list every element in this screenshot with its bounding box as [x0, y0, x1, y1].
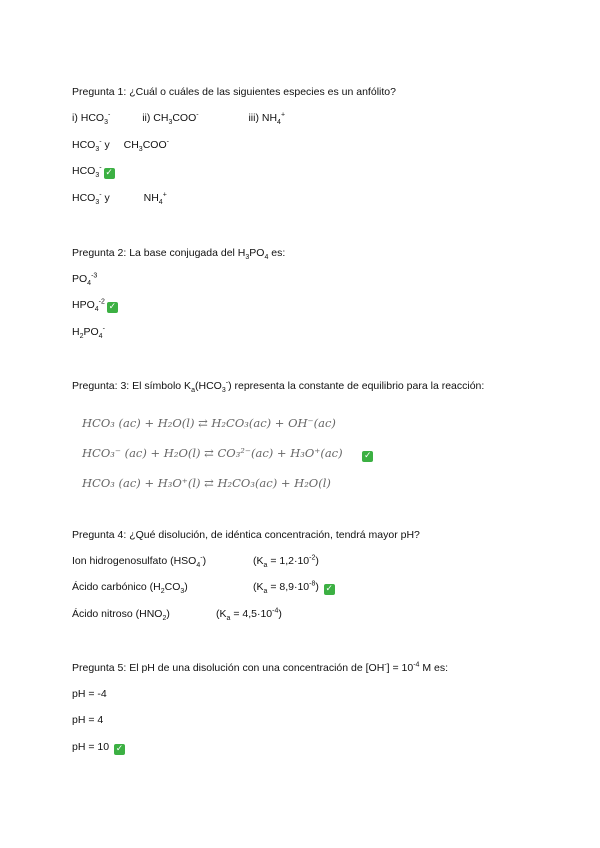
question-4: Pregunta 4: ¿Qué disolución, de idéntica concentración, tendrá mayor pH? [72, 529, 420, 541]
q5-option-2[interactable]: pH = 4 [72, 714, 104, 726]
q2-option-3[interactable]: $H_2PO_4^-$ [72, 325, 105, 341]
question-5: Pregunta 5: El pH de una disolución con una concentración de $[OH^-] = 10^{-4}$ M es: [72, 661, 449, 674]
q4-option-3[interactable]: Ácido nitroso $(HNO_2)$ $(K_a = 4,5\cdot 10^{-4})$ [72, 607, 282, 623]
question-1: Pregunta 1: ¿Cuál o cuáles de las siguientes especies es un anfólito? [72, 86, 396, 98]
correct-check-icon: ✓ [105, 168, 113, 178]
q3-option-1[interactable]: HCO₃ (ac) + H₂O(l) ⇄ H₂CO₃(ac) + OH⁻(ac) [82, 416, 336, 430]
q5-option-3[interactable]: pH = 10 ✓ [72, 741, 124, 754]
q2-option-1[interactable]: $PO_4^{-3}$ [72, 272, 98, 288]
q3-option-3[interactable]: HCO₃ (ac) + H₃O⁺(l) ⇄ H₂CO₃(ac) + H₂O(l) [82, 476, 331, 490]
q1-option-1[interactable]: $HCO_3^-$ y $CH_3COO^-$ [72, 138, 169, 154]
q3-option-2[interactable]: HCO₃⁻ (ac) + H₂O(l) ⇄ CO₃²⁻(ac) + H₃O⁺(ac) ✓ [82, 446, 372, 461]
q5-option-1[interactable]: pH = -4 [72, 688, 107, 700]
question-3: Pregunta: 3: El símbolo $K_a(HCO_3^-)$ representa la constante de equilibrio para la reacción: [72, 379, 485, 395]
q1-option-3[interactable]: $HCO_3^-$ y $NH_4^+$ [72, 191, 167, 207]
q1-species-iii: iii) NH [248, 112, 278, 124]
q4-option-2[interactable]: Ácido carbónico $(H_2CO_3)$ $(K_a = 8,9\cdot 10^{-8})$ ✓ [72, 580, 334, 596]
q2-option-2[interactable]: $HPO_4^{-2}$ ✓ [72, 298, 117, 314]
q1-species-line: i) $HCO_3^-$ ii) $CH_3COO^-$ iii) $NH_4^+$ [72, 111, 286, 127]
correct-check-icon: ✓ [108, 302, 117, 312]
q4-option-1[interactable]: Ion hidrogenosulfato $(HSO_4^-)$ $(K_a = 1,2\cdot 10^{-2})$ [72, 554, 319, 570]
correct-check-icon: ✓ [364, 451, 372, 461]
question-2: Pregunta 2: La base conjugada del $H_3PO_4$ es: [72, 247, 286, 262]
q1-species-i: i) HCO [72, 112, 105, 124]
correct-check-icon: ✓ [325, 584, 334, 594]
q1-option-2[interactable]: $HCO_3^-$ ✓ [72, 164, 113, 180]
correct-check-icon: ✓ [115, 744, 124, 754]
q1-species-ii: ii) CH [142, 112, 169, 124]
